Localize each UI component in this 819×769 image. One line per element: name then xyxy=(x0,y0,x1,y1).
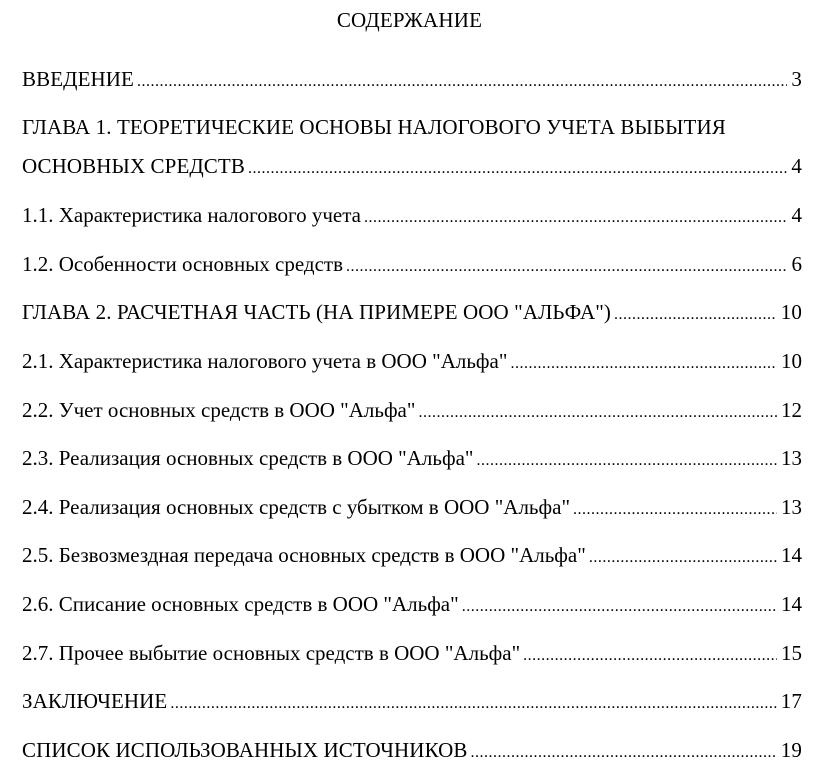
toc-page-number: 4 xyxy=(791,203,802,227)
toc-entry-label: ОСНОВНЫХ СРЕДСТВ xyxy=(22,154,245,178)
toc-page-number: 4 xyxy=(791,154,802,178)
toc-entry-label: 2.1. Характеристика налогового учета в ООО "Альфа" xyxy=(22,349,508,373)
toc-title: СОДЕРЖАНИЕ xyxy=(336,8,483,32)
toc-leader-dots xyxy=(462,597,777,617)
toc-page-number: 13 xyxy=(781,495,802,519)
toc-leader-dots xyxy=(364,208,788,228)
toc-entry-label: ВВЕДЕНИЕ xyxy=(22,67,134,91)
toc-page-number: 15 xyxy=(781,641,802,665)
toc-leader-dots xyxy=(170,694,776,714)
toc-page-number: 14 xyxy=(781,592,802,616)
toc-leader-dots xyxy=(573,500,777,520)
toc-leader-dots xyxy=(248,159,787,179)
toc-entry-chapter1-line1[interactable]: ГЛАВА 1. ТЕОРЕТИЧЕСКИЕ ОСНОВЫ НАЛОГОВОГО УЧЕТА ВЫБЫТИЯ xyxy=(22,115,726,139)
toc-entry-label: СПИСОК ИСПОЛЬЗОВАННЫХ ИСТОЧНИКОВ xyxy=(22,738,468,762)
toc-leader-dots xyxy=(476,451,777,471)
toc-page-number: 19 xyxy=(780,738,802,762)
toc-leader-dots xyxy=(510,354,777,374)
toc-leader-dots xyxy=(137,72,787,92)
toc-entry-conclusion[interactable] xyxy=(22,688,802,714)
toc-page-number: 10 xyxy=(780,300,802,324)
toc-entry-section-2-5[interactable] xyxy=(22,542,802,568)
toc-entry-section-1-1[interactable] xyxy=(22,202,802,228)
toc-entry-label: ГЛАВА 2. РАСЧЕТНАЯ ЧАСТЬ (НА ПРИМЕРЕ ООО "АЛЬФА") xyxy=(22,300,611,324)
toc-entry-label: 1.1. Характеристика налогового учета xyxy=(22,203,361,227)
toc-entry-label: 1.2. Особенности основных средств xyxy=(22,252,344,276)
toc-leader-dots xyxy=(471,743,777,763)
toc-leader-dots xyxy=(614,305,777,325)
toc-entry-label: 2.4. Реализация основных средств с убытком в ООО "Альфа" xyxy=(22,495,571,519)
toc-entry-chapter2[interactable] xyxy=(22,299,802,325)
toc-leader-dots xyxy=(346,257,787,277)
toc-leader-dots xyxy=(418,403,777,423)
toc-page-number: 17 xyxy=(780,689,802,713)
toc-entry-label: 2.3. Реализация основных средств в ООО "Альфа" xyxy=(22,446,474,470)
toc-page-number: 3 xyxy=(791,67,802,91)
toc-entry-label: 2.6. Списание основных средств в ООО "Альфа" xyxy=(22,592,459,616)
toc-entry-introduction[interactable] xyxy=(22,66,802,92)
toc-entry-label: 2.2. Учет основных средств в ООО "Альфа" xyxy=(22,398,416,422)
toc-page-number: 10 xyxy=(781,349,802,373)
toc-entry-label: 2.5. Безвозмездная передача основных средств в ООО "Альфа" xyxy=(22,543,586,567)
toc-entry-section-2-2[interactable] xyxy=(22,397,802,423)
toc-page-number: 12 xyxy=(781,398,802,422)
toc-entry-section-2-4[interactable] xyxy=(22,494,802,520)
toc-page-number: 6 xyxy=(791,252,802,276)
toc-entry-section-2-1[interactable] xyxy=(22,348,802,374)
toc-entry-label: ЗАКЛЮЧЕНИЕ xyxy=(22,689,168,713)
toc-entry-section-1-2[interactable] xyxy=(22,251,802,277)
toc-entry-section-2-3[interactable] xyxy=(22,445,802,471)
toc-entry-label: 2.7. Прочее выбытие основных средств в ООО "Альфа" xyxy=(22,641,521,665)
toc-entry-references[interactable] xyxy=(22,737,802,763)
toc-entry-chapter1[interactable] xyxy=(22,153,802,179)
toc-leader-dots xyxy=(589,548,777,568)
toc-entry-section-2-7[interactable] xyxy=(22,640,802,666)
toc-entry-section-2-6[interactable] xyxy=(22,591,802,617)
toc-page-number: 14 xyxy=(781,543,802,567)
toc-page-number: 13 xyxy=(781,446,802,470)
toc-leader-dots xyxy=(523,646,777,666)
